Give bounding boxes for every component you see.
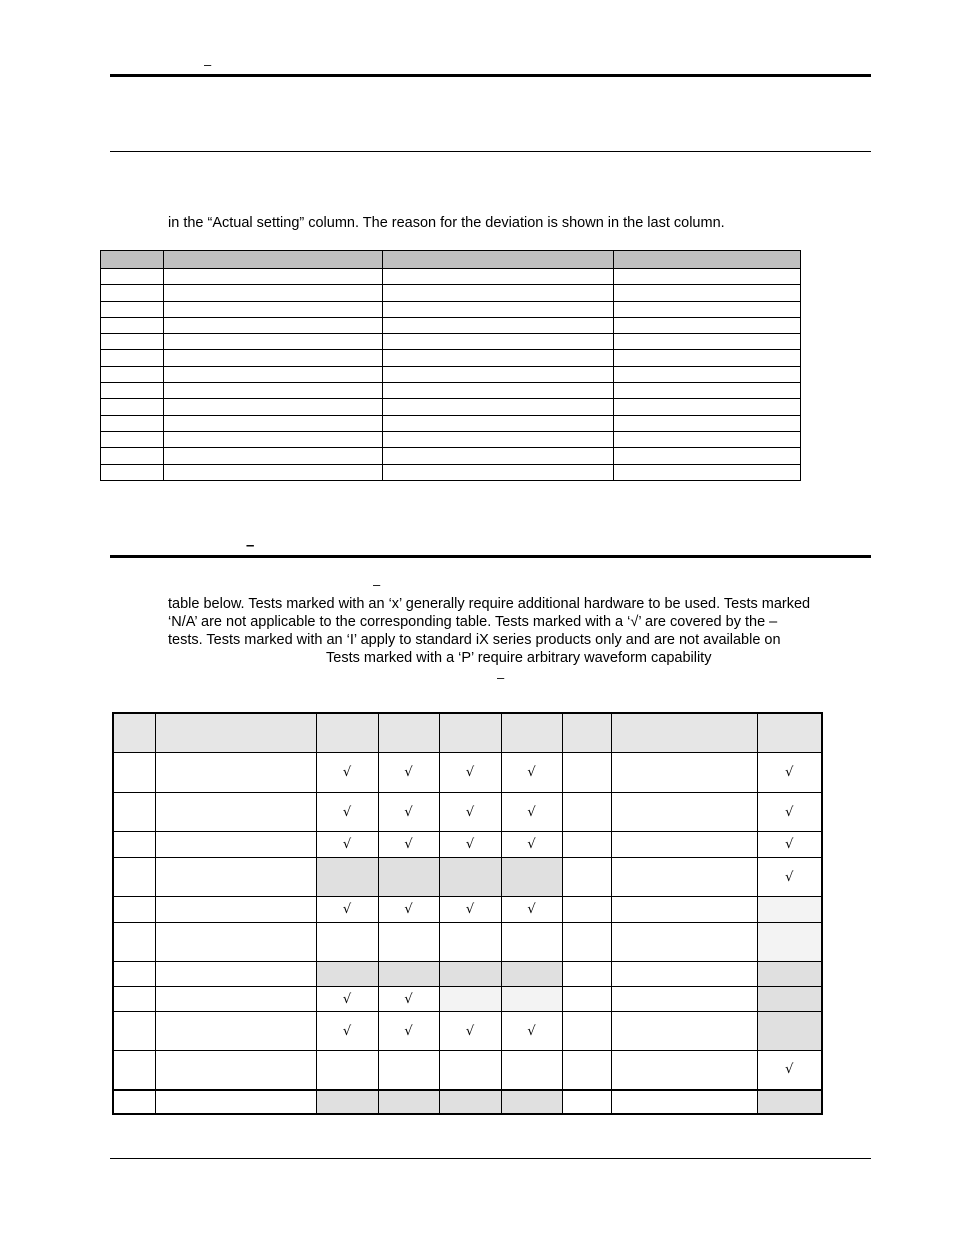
- section2-line1: table below. Tests marked with an ‘x’ generally require additional hardware to be used. Tests marked: [168, 596, 811, 612]
- table-row: [113, 897, 822, 923]
- check-mark: √: [501, 753, 562, 793]
- table-row: [101, 285, 801, 301]
- section2-heading-dash: –: [246, 537, 255, 554]
- check-mark: √: [439, 832, 501, 858]
- check-mark: √: [757, 1051, 822, 1090]
- check-mark: √: [316, 793, 378, 832]
- table-row: [113, 1090, 822, 1114]
- check-mark: √: [757, 832, 822, 858]
- test-matrix-table: [112, 712, 823, 1115]
- check-mark: √: [501, 832, 562, 858]
- table-row: [101, 269, 801, 285]
- table-row: [113, 1012, 822, 1051]
- table-row: [113, 753, 822, 793]
- section1-intro: in the “Actual setting” column. The reason for the deviation is shown in the last column.: [168, 215, 725, 231]
- table-row: [113, 793, 822, 832]
- table-row: [101, 399, 801, 415]
- table-row: [101, 350, 801, 366]
- check-mark: √: [378, 832, 439, 858]
- table-row: [113, 923, 822, 962]
- section2-line4: Tests marked with a ‘P’ require arbitrary waveform capability: [326, 650, 712, 666]
- table-row: [113, 1051, 822, 1090]
- table-row: [101, 448, 801, 464]
- settings-table-header: [101, 251, 801, 269]
- settings-table: [100, 250, 801, 481]
- header-dash: –: [204, 57, 212, 72]
- check-mark: √: [439, 1012, 501, 1051]
- table-row: [101, 301, 801, 317]
- check-mark: √: [316, 897, 378, 923]
- table-row: [101, 317, 801, 333]
- header-rule: [110, 74, 871, 77]
- check-mark: √: [378, 1012, 439, 1051]
- section2-line5-dash: –: [497, 670, 505, 685]
- footer-rule: [110, 1158, 871, 1159]
- check-mark: √: [439, 753, 501, 793]
- section2-rule: [110, 555, 871, 558]
- check-mark: √: [501, 793, 562, 832]
- section2-line0-dash: –: [373, 577, 381, 592]
- table-row: [113, 987, 822, 1012]
- check-mark: √: [501, 1012, 562, 1051]
- check-mark: √: [378, 987, 439, 1012]
- check-mark: √: [757, 753, 822, 793]
- check-mark: √: [757, 793, 822, 832]
- check-mark: √: [378, 897, 439, 923]
- check-mark: √: [439, 793, 501, 832]
- check-mark: √: [316, 832, 378, 858]
- table-row: [101, 464, 801, 480]
- table-row: [101, 334, 801, 350]
- check-mark: √: [757, 858, 822, 897]
- table-row: [101, 415, 801, 431]
- table-row: [101, 383, 801, 399]
- section-rule: [110, 151, 871, 152]
- table-row: [101, 366, 801, 382]
- check-mark: √: [378, 753, 439, 793]
- check-mark: √: [439, 897, 501, 923]
- table-row: [113, 962, 822, 987]
- section2-line2: ‘N/A’ are not applicable to the corresponding table. Tests marked with a ‘√’ are covered by the –: [168, 614, 778, 630]
- table-row: [113, 858, 822, 897]
- table-row: [113, 832, 822, 858]
- check-mark: √: [316, 987, 378, 1012]
- check-mark: √: [501, 897, 562, 923]
- section2-line3: tests. Tests marked with an ‘I’ apply to standard iX series products only and are not available on: [168, 632, 781, 648]
- test-matrix-header: [113, 713, 822, 753]
- check-mark: √: [316, 1012, 378, 1051]
- check-mark: √: [316, 753, 378, 793]
- check-mark: √: [378, 793, 439, 832]
- table-row: [101, 431, 801, 447]
